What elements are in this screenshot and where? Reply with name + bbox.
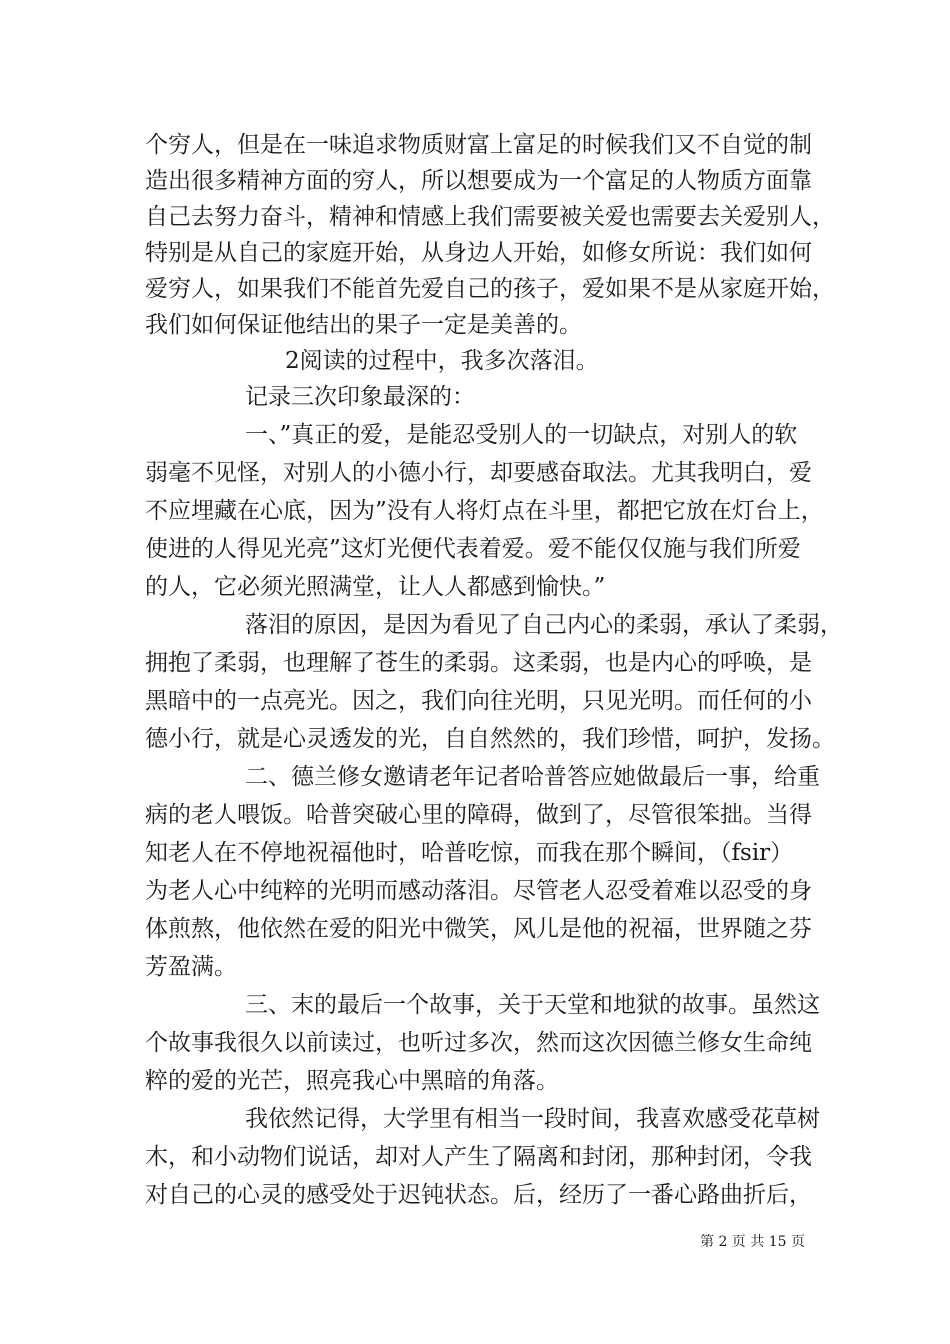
- text-line: 病的老人喂饭。哈普突破心里的障碍，做到了，尽管很笨拙。当得: [145, 802, 812, 828]
- text-line: 粹的爱的光芒，照亮我心中黑暗的角落。: [145, 1068, 559, 1094]
- text-line: 拥抱了柔弱，也理解了苍生的柔弱。这柔弱，也是内心的呼唤，是: [145, 650, 812, 676]
- text-line: 三、末的最后一个故事，关于天堂和地狱的故事。虽然这: [245, 992, 820, 1018]
- text-line: 为老人心中纯粹的光明而感动落泪。尽管老人忍受着难以忍受的身: [145, 878, 812, 904]
- text-line: 体煎熬，他依然在爱的阳光中微笑，风儿是他的祝福，世界随之芬: [145, 916, 812, 942]
- section-heading: 2阅读的过程中，我多次落泪。: [285, 348, 599, 374]
- text-line: 爱穷人，如果我们不能首先爱自己的孩子，爱如果不是从家庭开始，: [145, 276, 835, 302]
- text-line: 记录三次印象最深的：: [245, 384, 475, 410]
- text-line: 弱毫不见怪，对别人的小德小行，却要感奋取法。尤其我明白，爱: [145, 460, 812, 486]
- text-line: 一、”真正的爱，是能忍受别人的一切缺点，对别人的软: [245, 422, 798, 448]
- text-line: 知老人在不停地祝福他时，哈普吃惊，而我在那个瞬间，（fsir）: [145, 840, 794, 866]
- text-line: 我依然记得，大学里有相当一段时间，我喜欢感受花草树: [245, 1106, 820, 1132]
- text-line: 个故事我很久以前读过，也听过多次，然而这次因德兰修女生命纯: [145, 1030, 812, 1056]
- text-line: 对自己的心灵的感受处于迟钝状态。后，经历了一番心路曲折后，: [145, 1182, 812, 1208]
- text-line: 德小行，就是心灵透发的光，自自然然的，我们珍惜，呵护，发扬。: [145, 726, 835, 752]
- text-line: 使进的人得见光亮”这灯光便代表着爱。爱不能仅仅施与我们所爱: [145, 536, 801, 562]
- text-line: 造出很多精神方面的穷人，所以想要成为一个富足的人物质方面靠: [145, 168, 812, 194]
- text-line: 落泪的原因，是因为看见了自己内心的柔弱，承认了柔弱，: [245, 612, 843, 638]
- text-line: 的人，它必须光照满堂，让人人都感到愉快。”: [145, 574, 606, 600]
- text-line: 二、德兰修女邀请老年记者哈普答应她做最后一事，给重: [245, 764, 820, 790]
- text-line: 芳盈满。: [145, 954, 237, 980]
- text-line: 木，和小动物们说话，却对人产生了隔离和封闭，那种封闭，令我: [145, 1144, 812, 1170]
- text-line: 特别是从自己的家庭开始，从身边人开始，如修女所说：我们如何: [145, 240, 812, 266]
- text-line: 不应埋藏在心底，因为”没有人将灯点在斗里，都把它放在灯台上，: [145, 498, 824, 524]
- text-line: 个穷人，但是在一味追求物质财富上富足的时候我们又不自觉的制: [145, 132, 812, 158]
- text-line: 自己去努力奋斗，精神和情感上我们需要被关爱也需要去关爱别人，: [145, 204, 835, 230]
- page-number-footer: 第 2 页 共 15 页: [700, 1234, 805, 1250]
- text-line: 我们如何保证他结出的果子一定是美善的。: [145, 312, 582, 338]
- text-line: 黑暗中的一点亮光。因之，我们向往光明，只见光明。而任何的小: [145, 688, 812, 714]
